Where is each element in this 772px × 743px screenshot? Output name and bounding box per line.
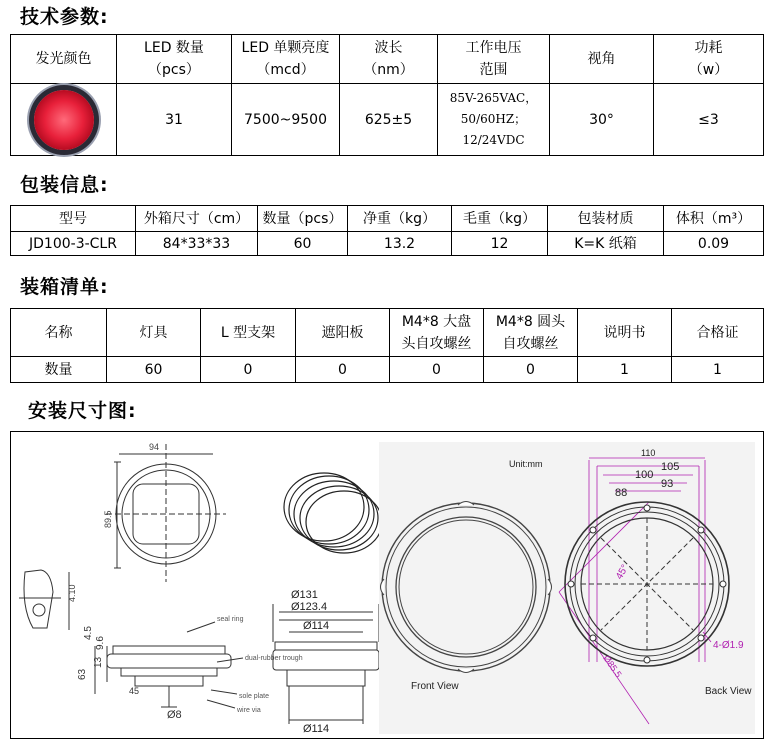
dim-4-10: 4.10 <box>67 584 77 602</box>
pack-material: K=K 纸箱 <box>548 232 664 256</box>
th-power: 功耗 （w） <box>654 35 764 84</box>
lamp-image-cell <box>11 84 117 156</box>
lamp-3d-sketch <box>284 473 382 553</box>
list-th: 灯具 <box>107 309 201 357</box>
th-wavelength: 波长 （nm） <box>340 35 438 84</box>
dim-123-4: Ø123.4 <box>291 601 328 613</box>
red-lamp-image <box>34 90 94 150</box>
list-qty-screw-round: 0 <box>484 357 578 383</box>
pack-model: JD100-3-CLR <box>11 232 136 256</box>
section-title-pack: 包装信息: <box>20 174 109 196</box>
list-th: M4*8 圆头 自攻螺丝 <box>484 309 578 357</box>
pack-gross-weight: 12 <box>452 232 548 256</box>
pack-net-weight: 13.2 <box>348 232 452 256</box>
pack-box-size: 84*33*33 <box>136 232 258 256</box>
dim-131: Ø131 <box>291 589 318 601</box>
list-th: M4*8 大盘 头自攻螺丝 <box>390 309 484 357</box>
front-view-label: Front View <box>411 681 459 692</box>
note-seal-ring: seal ring <box>217 616 244 623</box>
section-title-tech: 技术参数: <box>20 6 109 28</box>
list-qty-bracket: 0 <box>201 357 296 383</box>
dim-63: 63 <box>77 668 88 680</box>
installation-drawing-frame <box>10 431 764 739</box>
dim-9-6: 9.6 <box>95 636 106 650</box>
list-th: L 型支架 <box>201 309 296 357</box>
wavelength-value: 625±5 <box>340 84 438 156</box>
dim-105: 105 <box>661 461 680 473</box>
voltage-value: 85V-265VAC， 50/60HZ； 12/24VDC <box>438 84 550 156</box>
dim-8: Ø8 <box>167 709 182 721</box>
list-qty-manual: 1 <box>578 357 672 383</box>
dim-45-deg: 45° <box>614 562 632 582</box>
list-qty-lamp: 60 <box>107 357 201 383</box>
pack-th: 型号 <box>11 206 136 232</box>
brightness-value: 7500~9500 <box>232 84 340 156</box>
th-color: 发光颜色 <box>11 35 117 84</box>
list-qty-screw-pan: 0 <box>390 357 484 383</box>
section-title-list: 装箱清单: <box>20 276 109 298</box>
pack-th: 净重（kg） <box>348 206 452 232</box>
dim-114-bottom: Ø114 <box>303 723 330 735</box>
th-angle: 视角 <box>550 35 654 84</box>
list-label: 数量 <box>11 357 107 383</box>
dim-88: 88 <box>615 487 628 499</box>
list-qty-certificate: 1 <box>672 357 764 383</box>
list-th: 说明书 <box>578 309 672 357</box>
angle-value: 30° <box>550 84 654 156</box>
dim-114-top: Ø114 <box>303 620 330 632</box>
power-value: ≤3 <box>654 84 764 156</box>
th-voltage: 工作电压 范围 <box>438 35 550 84</box>
th-brightness: LED 单颗亮度 （mcd） <box>232 35 340 84</box>
dim-93: 93 <box>661 478 674 490</box>
th-led-count: LED 数量 （pcs） <box>117 35 232 84</box>
pack-quantity: 60 <box>258 232 348 256</box>
section-title-install: 安装尺寸图: <box>28 400 137 422</box>
dim-85-5: Ø85.5 <box>601 653 624 680</box>
unit-label: Unit:mm <box>509 459 543 469</box>
packing-list-table <box>10 308 764 383</box>
dim-94: 94 <box>149 442 160 452</box>
list-th: 合格证 <box>672 309 764 357</box>
pack-th: 包装材质 <box>548 206 664 232</box>
list-th: 名称 <box>11 309 107 357</box>
list-th: 遮阳板 <box>296 309 390 357</box>
dim-4-5: 4.5 <box>83 626 94 640</box>
pack-th: 毛重（kg） <box>452 206 548 232</box>
dim-100: 100 <box>635 469 654 481</box>
packing-info-table <box>10 205 764 256</box>
installation-drawing <box>11 432 763 738</box>
back-view-label: Back View <box>705 686 752 697</box>
led-count-value: 31 <box>117 84 232 156</box>
dim-holes: 4-Ø1.9 <box>713 640 744 651</box>
dim-13: 13 <box>93 656 104 668</box>
note-trough: dual-rubber trough <box>245 655 303 662</box>
dim-45: 45 <box>129 686 140 696</box>
list-qty-visor: 0 <box>296 357 390 383</box>
dim-89-5: 89.5 <box>103 510 113 528</box>
pack-volume: 0.09 <box>664 232 764 256</box>
note-wire-via: wire via <box>237 707 261 714</box>
note-sole-plate: sole plate <box>239 693 269 700</box>
pack-th: 外箱尺寸（cm） <box>136 206 258 232</box>
pack-th: 体积（m³） <box>664 206 764 232</box>
dim-110: 110 <box>641 448 656 458</box>
tech-spec-table <box>10 34 764 156</box>
pack-th: 数量（pcs） <box>258 206 348 232</box>
